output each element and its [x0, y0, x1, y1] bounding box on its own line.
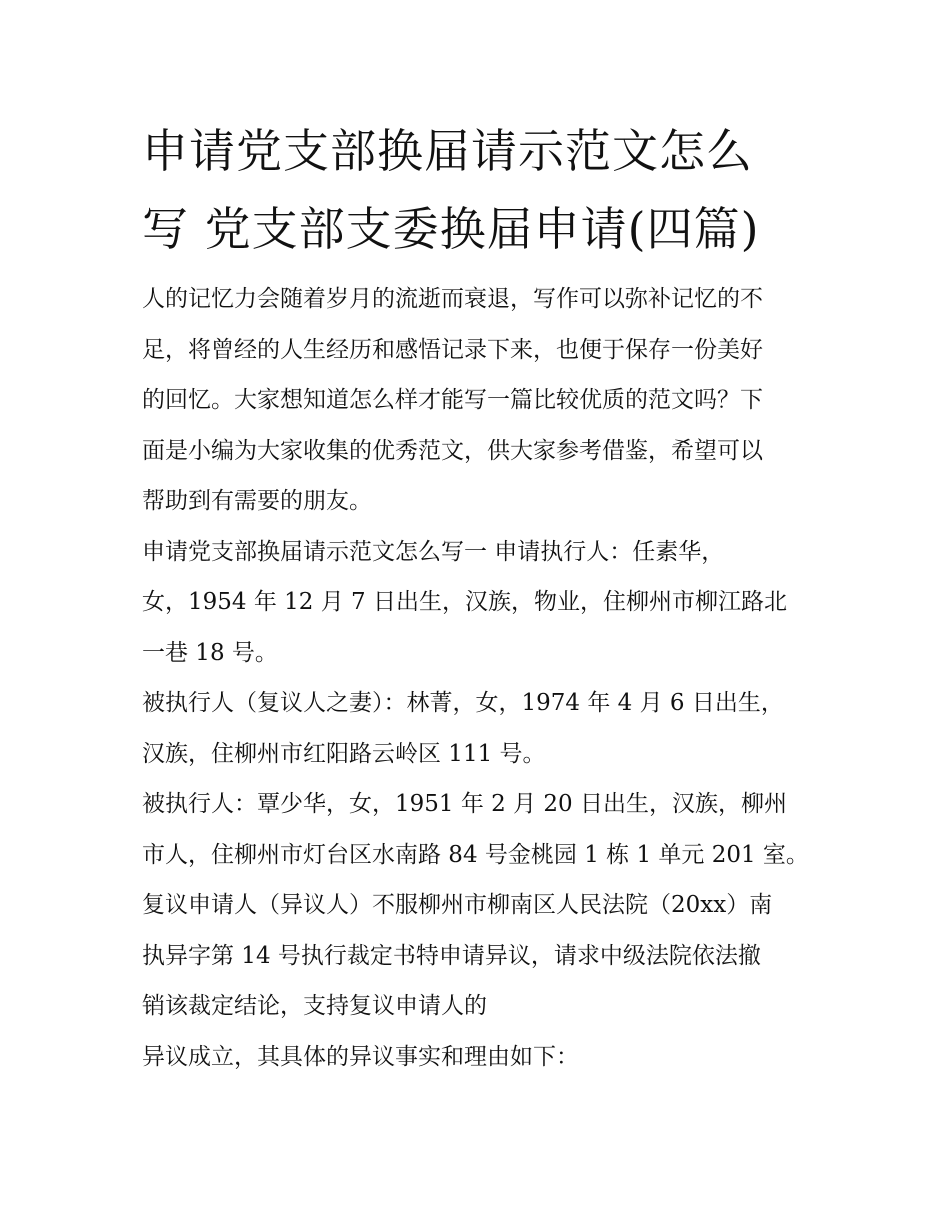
text-line: 执异字第 14 号执行裁定书特申请异议，请求中级法院依法撤: [142, 942, 761, 969]
text-line: 女，1954 年 12 月 7 日出生，汉族，物业，住柳州市柳江路北: [142, 589, 787, 615]
text-line: 销该裁定结论，支持复议申请人的: [142, 993, 487, 1019]
intro-paragraph: [142, 274, 814, 527]
title-line: 申请党支部换届请示范文怎么: [142, 124, 753, 178]
respondent-two-paragraph: [142, 779, 814, 880]
text-line: 帮助到有需要的朋友。: [142, 488, 372, 514]
text-line: 一巷 18 号。: [142, 639, 278, 666]
title-line: 写 党支部支委换届申请(四篇): [142, 202, 760, 256]
text-line: 被执行人（复议人之妻）：林菁，女，1974 年 4 月 6 日出生，: [142, 690, 784, 716]
text-line: 被执行人：覃少华，女，1951 年 2 月 20 日出生，汉族，柳州: [142, 791, 787, 817]
text-line: 申请党支部换届请示范文怎么写一 申请执行人：任素华，: [142, 538, 725, 565]
text-line: 汉族，住柳州市红阳路云岭区 111 号。: [142, 740, 546, 767]
text-line: 市人，住柳州市灯台区水南路 84 号金桃园 1 栋 1 单元 201 室。: [142, 841, 809, 868]
facts-paragraph: [142, 1032, 814, 1083]
text-line: 面是小编为大家收集的优秀范文，供大家参考借鉴，希望可以: [142, 437, 763, 464]
respondent-one-paragraph: [142, 678, 814, 779]
text-line: 人的记忆力会随着岁月的流逝而衰退，写作可以弥补记忆的不: [142, 286, 763, 312]
applicant-paragraph: [142, 527, 814, 679]
document-page: [142, 112, 814, 1082]
document-title: [142, 112, 814, 268]
text-line: 复议申请人（异议人）不服柳州市柳南区人民法院（20xx）南: [142, 892, 773, 918]
request-paragraph: [142, 880, 814, 1032]
text-line: 的回忆。大家想知道怎么样才能写一篇比较优质的范文吗？下: [142, 387, 763, 413]
text-line: 异议成立，其具体的异议事实和理由如下：: [142, 1043, 579, 1070]
text-line: 足，将曾经的人生经历和感悟记录下来，也便于保存一份美好: [142, 336, 763, 363]
